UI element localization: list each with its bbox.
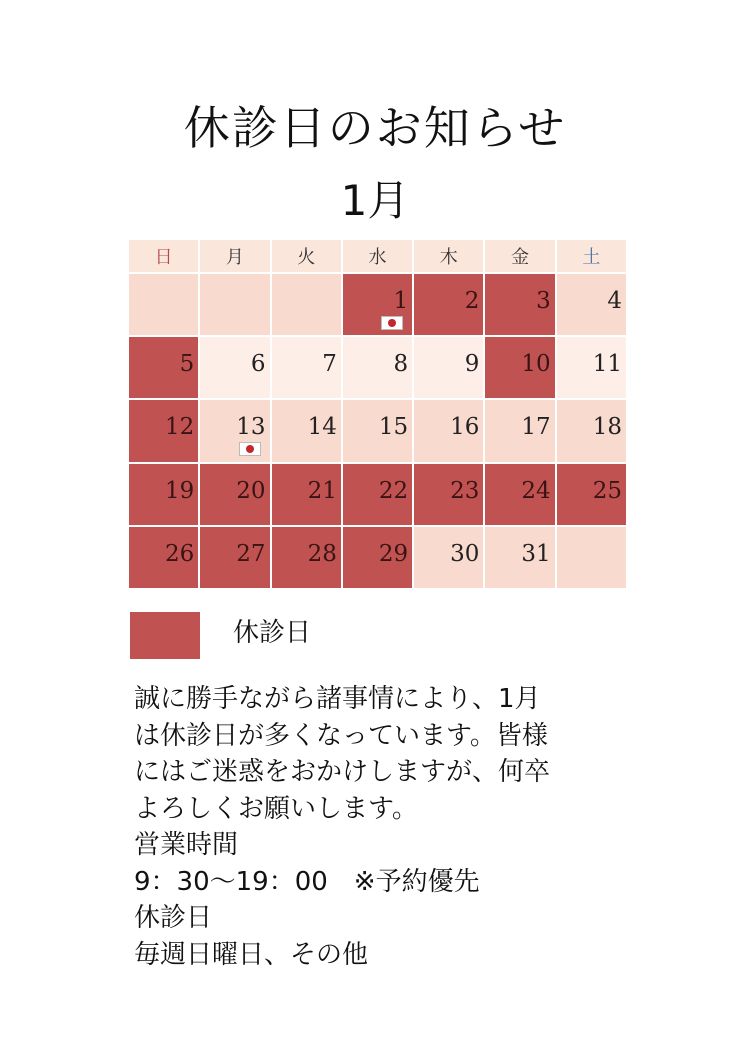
calendar-empty-cell	[129, 274, 198, 335]
calendar-day-22	[343, 464, 412, 525]
calendar-day-27	[200, 527, 269, 588]
day-number: 15	[378, 414, 409, 441]
day-number: 9	[464, 351, 480, 378]
calendar-day-21	[272, 464, 341, 525]
notice-line: 誠に勝手ながら諸事情により、1月	[134, 684, 541, 714]
day-number: 28	[307, 540, 337, 567]
weekday-header-mon: 月	[200, 240, 269, 272]
day-number: 1	[393, 288, 409, 314]
notice-line: 毎週日曜日、その他	[134, 939, 369, 970]
day-number: 5	[179, 351, 195, 378]
calendar-day-23	[414, 464, 483, 525]
day-number: 24	[521, 477, 551, 504]
weekday-header-sun: 日	[129, 240, 198, 272]
weekday-header-tue: 火	[272, 240, 341, 272]
notice-line: よろしくお願いします。	[134, 793, 418, 824]
day-number: 11	[592, 351, 622, 378]
calendar-day-4	[557, 274, 626, 335]
day-number: 27	[236, 540, 266, 567]
day-number: 7	[322, 351, 337, 378]
day-number: 14	[307, 414, 337, 441]
calendar-day-16	[414, 400, 483, 461]
calendar-grid	[129, 240, 626, 588]
calendar-day-2	[414, 274, 483, 335]
calendar-empty-cell	[272, 274, 341, 335]
day-number: 25	[592, 477, 622, 504]
calendar-day-25	[557, 464, 626, 525]
day-number: 22	[378, 477, 409, 504]
calendar-day-24	[485, 464, 554, 525]
day-number: 12	[165, 414, 195, 441]
day-number: 3	[536, 288, 551, 314]
day-number: 4	[607, 288, 622, 314]
day-number: 10	[521, 351, 551, 378]
calendar-day-3	[485, 274, 554, 335]
day-number: 13	[236, 414, 266, 441]
calendar-day-20	[200, 464, 269, 525]
day-number: 21	[307, 477, 337, 504]
japan-flag-icon	[381, 316, 403, 330]
calendar-day-29	[343, 527, 412, 588]
day-number: 29	[378, 540, 409, 567]
day-number: 2	[464, 288, 480, 314]
page-title: 休診日のお知らせ	[183, 101, 567, 155]
calendar-empty-cell	[200, 274, 269, 335]
calendar-day-15	[343, 400, 412, 461]
calendar-day-28	[272, 527, 341, 588]
day-number: 16	[450, 414, 480, 441]
calendar-day-5	[129, 337, 198, 398]
day-number: 17	[521, 414, 551, 441]
day-number: 20	[236, 477, 266, 504]
calendar-day-26	[129, 527, 198, 588]
japan-flag-icon	[239, 442, 261, 456]
notice-line: は休診日が多くなっています。皆様	[134, 720, 548, 751]
day-number: 6	[250, 351, 266, 378]
notice-line: 営業時間	[134, 830, 239, 860]
day-number: 26	[165, 540, 195, 567]
weekday-header-sat: 土	[557, 240, 626, 272]
calendar-day-9	[414, 337, 483, 398]
legend-swatch-closed	[130, 612, 200, 659]
calendar-day-1	[343, 274, 412, 335]
notice-line: 休診日	[134, 903, 213, 933]
calendar-day-7	[272, 337, 341, 398]
day-number: 30	[450, 540, 480, 567]
calendar-day-12	[129, 400, 198, 461]
legend-label-closed: 休診日	[233, 618, 312, 648]
calendar-day-31	[485, 527, 554, 588]
calendar-day-14	[272, 400, 341, 461]
calendar-empty-cell	[557, 527, 626, 588]
day-number: 23	[450, 477, 480, 504]
calendar-day-8	[343, 337, 412, 398]
month-heading: 1月	[340, 176, 410, 225]
notice-text	[134, 681, 634, 973]
weekday-header-fri: 金	[485, 240, 554, 272]
notice-line: にはご迷惑をおかけしますが、何卒	[134, 757, 551, 787]
calendar-day-17	[485, 400, 554, 461]
day-number: 18	[592, 414, 622, 441]
calendar-day-10	[485, 337, 554, 398]
weekday-header-wed: 水	[343, 240, 412, 272]
calendar-day-13	[200, 400, 269, 461]
day-number: 19	[165, 477, 195, 504]
weekday-header-thu: 木	[414, 240, 483, 272]
calendar-day-6	[200, 337, 269, 398]
calendar-day-18	[557, 400, 626, 461]
day-number: 31	[521, 540, 551, 567]
calendar-day-19	[129, 464, 198, 525]
calendar-day-11	[557, 337, 626, 398]
notice-line: 9：30〜19：00 ※予約優先	[134, 866, 480, 897]
day-number: 8	[393, 351, 409, 378]
calendar-day-30	[414, 527, 483, 588]
